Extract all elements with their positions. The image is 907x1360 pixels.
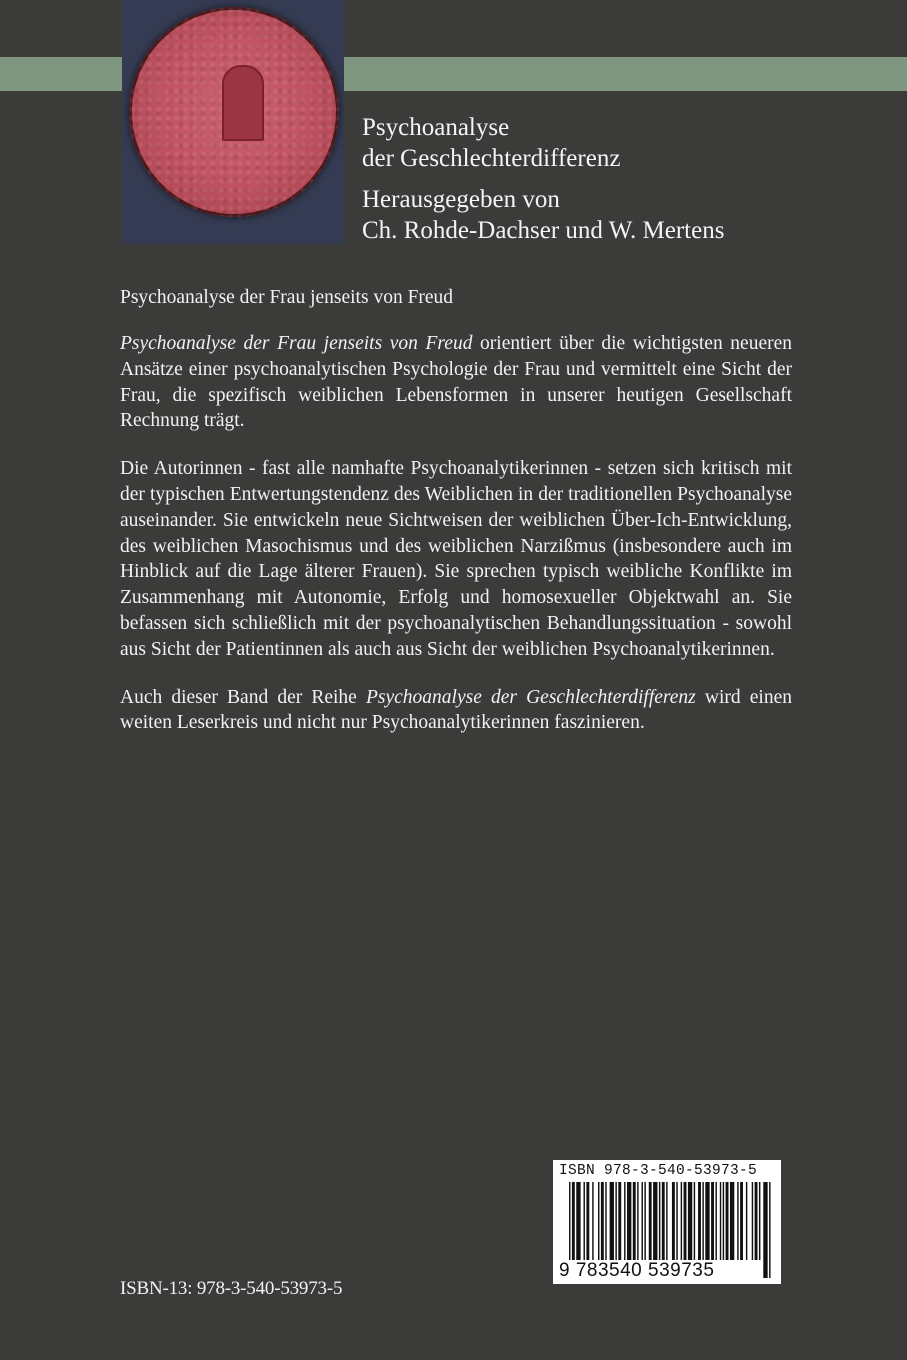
barcode-bar — [662, 1182, 665, 1260]
red-disc-image — [129, 7, 339, 217]
barcode-bar — [672, 1182, 675, 1260]
barcode-bar — [746, 1182, 747, 1260]
blurb-paragraph-3 — [120, 685, 792, 737]
barcode-bar — [627, 1182, 631, 1260]
barcode-bar — [711, 1182, 714, 1260]
niche-shape — [222, 65, 264, 141]
barcode-bar — [737, 1182, 738, 1260]
book-title-italic: Psychoanalyse der Frau jenseits von Freud — [120, 333, 473, 354]
barcode-bar — [618, 1182, 621, 1260]
blurb-paragraph-1-text: orientiert über die wichtigsten neueren Ansätze einer psychoanalytischen Psychologie der Frau und vermittelt eine Sicht der Frau, die spezifisch weiblichen Lebensformen in unserer heutigen Gesellschaft Rechnung trägt. — [120, 333, 792, 432]
barcode-bar — [633, 1182, 636, 1260]
barcode-bar — [659, 1182, 660, 1260]
barcode-bar — [610, 1182, 614, 1260]
series-title-line2: der Geschlechterdifferenz — [362, 145, 621, 172]
barcode-bar — [723, 1182, 724, 1260]
barcode-bar — [666, 1182, 667, 1260]
blurb-text — [120, 285, 792, 758]
blurb-paragraph-1 — [120, 331, 792, 434]
blurb-paragraph-3-end: wird einen weiten Leserkreis und nicht nur Psychoanalytikerinnen faszinieren. — [120, 686, 792, 734]
blurb-paragraph-3-start: Auch dieser Band der Reihe — [120, 686, 366, 708]
series-title — [362, 112, 882, 174]
series-title-line1: Psychoanalyse — [362, 114, 510, 141]
barcode-bar — [702, 1182, 703, 1260]
editors-line1: Herausgegeben von — [362, 186, 560, 213]
barcode-bar — [730, 1182, 734, 1260]
barcode-bar — [681, 1182, 682, 1260]
barcode — [553, 1160, 781, 1284]
barcode-bar — [752, 1182, 753, 1260]
barcode-bar — [637, 1182, 638, 1260]
series-title-italic: Psychoanalyse der Geschlechterdifferenz — [365, 686, 696, 708]
series-editors — [362, 184, 882, 246]
barcode-bar — [615, 1182, 616, 1260]
barcode-bar — [720, 1182, 721, 1260]
barcode-bar — [755, 1182, 758, 1260]
barcode-bar — [653, 1182, 657, 1260]
barcode-bar — [763, 1182, 767, 1278]
barcode-bar — [576, 1182, 580, 1260]
book-title: Psychoanalyse der Frau jenseits von Freud — [120, 287, 454, 308]
barcode-digits: 9 783540 539735 — [559, 1260, 715, 1281]
barcode-bar — [605, 1182, 606, 1260]
barcode-bar — [715, 1182, 716, 1260]
barcode-bar — [586, 1182, 589, 1260]
barcode-bar — [759, 1182, 760, 1260]
barcode-bar — [644, 1182, 645, 1260]
barcode-bar — [592, 1182, 593, 1260]
barcode-bar — [676, 1182, 677, 1260]
barcode-bar — [705, 1182, 709, 1260]
barcode-bar — [769, 1182, 770, 1278]
cover-artwork — [122, 0, 344, 244]
barcode-bar — [642, 1182, 643, 1260]
barcode-bar — [624, 1182, 625, 1260]
barcode-bar — [584, 1182, 585, 1260]
barcode-bar — [601, 1182, 604, 1260]
barcode-isbn-header: ISBN 978-3-540-53973-5 — [559, 1163, 758, 1179]
barcode-bar — [598, 1182, 599, 1260]
editors-line2: Ch. Rohde-Dachser und W. Mertens — [362, 217, 725, 244]
barcode-bar — [694, 1182, 695, 1260]
isbn-label: ISBN-13: 978-3-540-53973-5 — [120, 1278, 343, 1299]
barcode-bar — [688, 1182, 692, 1260]
blurb-paragraph-2: Die Autorinnen - fast alle namhafte Psychoanalytikerinnen - setzen sich kritisch mit der typischen Entwertungstendenz des Weiblichen in der traditionellen Psychoanalyse auseinander. Sie entwickeln neue Sichtweisen der weiblichen Über-Ich-Entwicklung, des weiblichen Masochismus und des weiblichen Narzißmus (insbesondere auch im Hinblick auf die Lage älterer Frauen). Sie sprechen typisch weibliche Konflikte im Zusammenhang mit Autonomie, Erfolg und homosexueller Objektwahl an. Sie befassen sich schließlich mit der psychoanalytischen Behandlungssituation - sowohl aus Sicht der Patientinnen als auch aus Sicht der weiblichen Psychoanalytikerinnen. — [120, 458, 792, 660]
barcode-bar — [740, 1182, 743, 1260]
series-info — [362, 112, 882, 246]
barcode-bar — [698, 1182, 701, 1260]
barcode-bar — [726, 1182, 729, 1260]
barcode-bar — [684, 1182, 687, 1260]
